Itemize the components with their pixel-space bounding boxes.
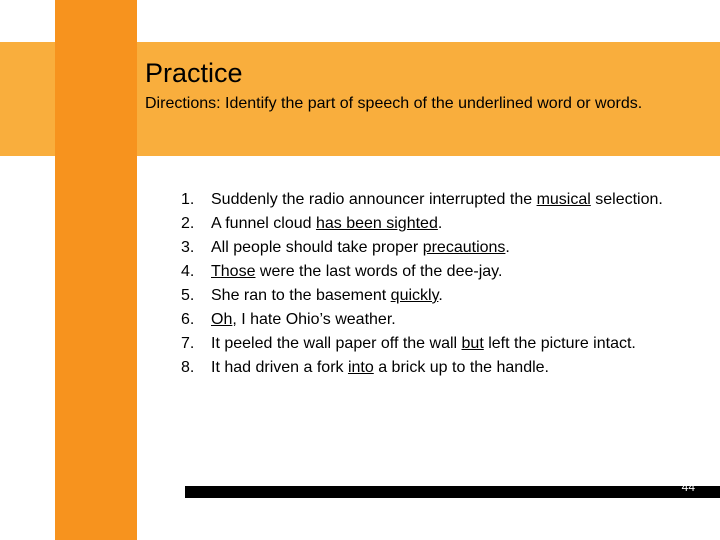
item-sentence: It peeled the wall paper off the wall but left the picture intact. [211,335,636,352]
underlined-word: into [347,359,374,376]
list-item [150,334,670,354]
item-sentence: Those were the last words of the dee-jay. [211,263,503,280]
underlined-word: but [461,335,484,352]
item-number: 2. [181,215,195,232]
item-sentence: Suddenly the radio announcer interrupted the musical selection. [211,191,663,208]
list-item [150,358,670,378]
item-number: 5. [181,287,195,304]
item-sentence: All people should take proper precautions. [211,239,510,256]
item-number: 3. [181,239,195,256]
practice-list [150,190,670,382]
list-item [150,190,670,210]
item-number: 1. [181,191,195,208]
item-sentence: Oh, I hate Ohio’s weather. [211,311,396,328]
page-number: 44 [681,480,695,494]
underlined-word: quickly [390,287,439,304]
underlined-word: Those [211,263,256,280]
underlined-word: musical [536,191,591,208]
list-item [150,238,670,258]
header-accent-block [55,42,137,156]
list-item [150,262,670,282]
footer-bar [185,486,720,498]
slide-title: Practice [145,58,243,88]
item-sentence: A funnel cloud has been sighted. [211,215,443,232]
underlined-word: precautions [422,239,506,256]
list-item [150,214,670,234]
item-number: 4. [181,263,195,280]
item-number: 7. [181,335,195,352]
item-sentence: She ran to the basement quickly. [211,287,443,304]
slide-directions: Directions: Identify the part of speech of the underlined word or words. [145,95,643,112]
list-item [150,286,670,306]
item-number: 6. [181,311,195,328]
underlined-word: Oh [211,311,233,328]
list-item [150,310,670,330]
item-sentence: It had driven a fork into a brick up to the handle. [211,359,549,376]
item-number: 8. [181,359,195,376]
underlined-word: has been sighted [315,215,438,232]
